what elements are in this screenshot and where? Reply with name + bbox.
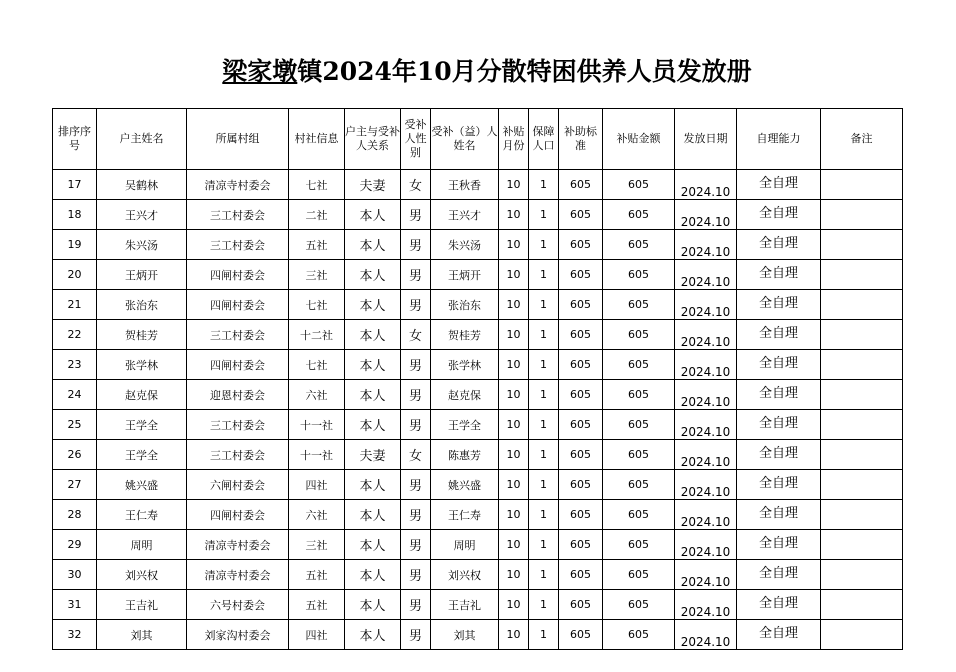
cell-date: 2024.10 (675, 260, 737, 290)
cell-people: 1 (529, 170, 559, 200)
cell-village: 迎恩村委会 (187, 380, 289, 410)
cell-ability: 全自理 (737, 530, 821, 560)
table-row (53, 260, 903, 290)
cell-month: 10 (499, 560, 529, 590)
cell-amount: 605 (603, 530, 675, 560)
cell-sex: 男 (401, 410, 431, 440)
cell-standard: 605 (559, 620, 603, 650)
cell-remark (821, 260, 903, 290)
cell-people: 1 (529, 470, 559, 500)
cell-date: 2024.10 (675, 410, 737, 440)
cell-relation: 本人 (345, 470, 401, 500)
cell-ability: 全自理 (737, 500, 821, 530)
cell-people: 1 (529, 500, 559, 530)
cell-standard: 605 (559, 560, 603, 590)
title-town: 梁家墩 (222, 57, 298, 86)
cell-amount: 605 (603, 470, 675, 500)
cell-sex: 男 (401, 590, 431, 620)
cell-head-name: 王学全 (97, 410, 187, 440)
cell-group: 三社 (289, 530, 345, 560)
header-standard: 补助标准 (559, 109, 603, 170)
cell-recipient: 贺桂芳 (431, 320, 499, 350)
distribution-table (52, 108, 903, 650)
cell-recipient: 王仁寿 (431, 500, 499, 530)
cell-people: 1 (529, 440, 559, 470)
header-ability: 自理能力 (737, 109, 821, 170)
cell-sex: 女 (401, 170, 431, 200)
cell-relation: 本人 (345, 500, 401, 530)
cell-standard: 605 (559, 260, 603, 290)
cell-seq: 23 (53, 350, 97, 380)
table-row (53, 230, 903, 260)
cell-sex: 男 (401, 380, 431, 410)
cell-people: 1 (529, 620, 559, 650)
cell-relation: 本人 (345, 200, 401, 230)
cell-village: 四闸村委会 (187, 500, 289, 530)
cell-recipient: 王炳开 (431, 260, 499, 290)
cell-relation: 本人 (345, 590, 401, 620)
table-row (53, 500, 903, 530)
cell-recipient: 周明 (431, 530, 499, 560)
cell-relation: 夫妻 (345, 440, 401, 470)
cell-month: 10 (499, 170, 529, 200)
cell-people: 1 (529, 380, 559, 410)
cell-head-name: 吴鹤林 (97, 170, 187, 200)
document-title (0, 52, 956, 88)
cell-relation: 本人 (345, 230, 401, 260)
cell-ability: 全自理 (737, 560, 821, 590)
cell-standard: 605 (559, 380, 603, 410)
cell-sex: 男 (401, 260, 431, 290)
header-date: 发放日期 (675, 109, 737, 170)
cell-remark (821, 290, 903, 320)
cell-village: 四闸村委会 (187, 350, 289, 380)
title-rest: 镇2024年10月分散特困供养人员发放册 (297, 57, 752, 86)
cell-recipient: 陈惠芳 (431, 440, 499, 470)
cell-recipient: 王兴才 (431, 200, 499, 230)
cell-sex: 男 (401, 200, 431, 230)
cell-date: 2024.10 (675, 590, 737, 620)
cell-standard: 605 (559, 590, 603, 620)
cell-date: 2024.10 (675, 290, 737, 320)
cell-village: 三工村委会 (187, 440, 289, 470)
cell-head-name: 王兴才 (97, 200, 187, 230)
cell-remark (821, 530, 903, 560)
cell-month: 10 (499, 470, 529, 500)
cell-village: 清凉寺村委会 (187, 170, 289, 200)
cell-date: 2024.10 (675, 440, 737, 470)
table-row (53, 170, 903, 200)
cell-amount: 605 (603, 350, 675, 380)
cell-seq: 26 (53, 440, 97, 470)
cell-seq: 20 (53, 260, 97, 290)
cell-village: 六闸村委会 (187, 470, 289, 500)
cell-month: 10 (499, 440, 529, 470)
cell-standard: 605 (559, 410, 603, 440)
cell-month: 10 (499, 350, 529, 380)
cell-head-name: 王吉礼 (97, 590, 187, 620)
cell-people: 1 (529, 560, 559, 590)
cell-amount: 605 (603, 500, 675, 530)
cell-group: 六社 (289, 380, 345, 410)
cell-standard: 605 (559, 290, 603, 320)
cell-remark (821, 500, 903, 530)
cell-standard: 605 (559, 200, 603, 230)
cell-recipient: 张治东 (431, 290, 499, 320)
cell-relation: 本人 (345, 410, 401, 440)
cell-people: 1 (529, 200, 559, 230)
cell-head-name: 王学全 (97, 440, 187, 470)
table-row (53, 440, 903, 470)
cell-people: 1 (529, 350, 559, 380)
cell-recipient: 王学全 (431, 410, 499, 440)
cell-amount: 605 (603, 590, 675, 620)
cell-remark (821, 470, 903, 500)
cell-group: 十一社 (289, 410, 345, 440)
cell-amount: 605 (603, 410, 675, 440)
cell-recipient: 姚兴盛 (431, 470, 499, 500)
cell-remark (821, 380, 903, 410)
cell-remark (821, 560, 903, 590)
cell-people: 1 (529, 590, 559, 620)
cell-amount: 605 (603, 170, 675, 200)
cell-seq: 22 (53, 320, 97, 350)
cell-ability: 全自理 (737, 320, 821, 350)
cell-date: 2024.10 (675, 320, 737, 350)
cell-village: 三工村委会 (187, 200, 289, 230)
cell-head-name: 贺桂芳 (97, 320, 187, 350)
cell-standard: 605 (559, 530, 603, 560)
cell-head-name: 张治东 (97, 290, 187, 320)
cell-sex: 男 (401, 230, 431, 260)
cell-village: 三工村委会 (187, 230, 289, 260)
table-row (53, 380, 903, 410)
cell-relation: 本人 (345, 350, 401, 380)
cell-sex: 男 (401, 290, 431, 320)
cell-village: 清凉寺村委会 (187, 560, 289, 590)
table-body (53, 170, 903, 650)
table-row (53, 410, 903, 440)
cell-village: 三工村委会 (187, 410, 289, 440)
cell-recipient: 刘兴权 (431, 560, 499, 590)
cell-seq: 24 (53, 380, 97, 410)
cell-group: 五社 (289, 230, 345, 260)
cell-recipient: 王秋香 (431, 170, 499, 200)
table-row (53, 530, 903, 560)
cell-amount: 605 (603, 380, 675, 410)
cell-seq: 29 (53, 530, 97, 560)
cell-relation: 本人 (345, 620, 401, 650)
cell-remark (821, 440, 903, 470)
cell-amount: 605 (603, 440, 675, 470)
cell-recipient: 朱兴汤 (431, 230, 499, 260)
table-row (53, 290, 903, 320)
cell-group: 七社 (289, 170, 345, 200)
table-row (53, 620, 903, 650)
cell-amount: 605 (603, 560, 675, 590)
cell-month: 10 (499, 500, 529, 530)
cell-group: 十一社 (289, 440, 345, 470)
cell-sex: 男 (401, 470, 431, 500)
cell-group: 四社 (289, 620, 345, 650)
cell-recipient: 赵克保 (431, 380, 499, 410)
cell-seq: 30 (53, 560, 97, 590)
cell-amount: 605 (603, 620, 675, 650)
cell-relation: 本人 (345, 560, 401, 590)
cell-date: 2024.10 (675, 470, 737, 500)
cell-group: 六社 (289, 500, 345, 530)
cell-seq: 17 (53, 170, 97, 200)
cell-people: 1 (529, 410, 559, 440)
cell-standard: 605 (559, 170, 603, 200)
cell-remark (821, 320, 903, 350)
cell-seq: 31 (53, 590, 97, 620)
cell-relation: 本人 (345, 320, 401, 350)
cell-recipient: 刘其 (431, 620, 499, 650)
cell-village: 三工村委会 (187, 320, 289, 350)
cell-group: 三社 (289, 260, 345, 290)
cell-amount: 605 (603, 320, 675, 350)
cell-date: 2024.10 (675, 230, 737, 260)
cell-remark (821, 230, 903, 260)
cell-date: 2024.10 (675, 530, 737, 560)
cell-relation: 本人 (345, 290, 401, 320)
cell-sex: 男 (401, 620, 431, 650)
cell-group: 十二社 (289, 320, 345, 350)
cell-head-name: 王仁寿 (97, 500, 187, 530)
cell-amount: 605 (603, 200, 675, 230)
table-row (53, 200, 903, 230)
cell-month: 10 (499, 200, 529, 230)
cell-amount: 605 (603, 230, 675, 260)
table-row (53, 590, 903, 620)
cell-group: 五社 (289, 590, 345, 620)
cell-head-name: 朱兴汤 (97, 230, 187, 260)
cell-ability: 全自理 (737, 230, 821, 260)
header-village: 所属村组 (187, 109, 289, 170)
cell-sex: 男 (401, 350, 431, 380)
cell-sex: 男 (401, 530, 431, 560)
cell-recipient: 王吉礼 (431, 590, 499, 620)
cell-ability: 全自理 (737, 260, 821, 290)
table-row (53, 470, 903, 500)
cell-ability: 全自理 (737, 470, 821, 500)
cell-month: 10 (499, 290, 529, 320)
cell-month: 10 (499, 380, 529, 410)
header-people: 保障人口 (529, 109, 559, 170)
cell-seq: 18 (53, 200, 97, 230)
cell-group: 五社 (289, 560, 345, 590)
header-head-name: 户主姓名 (97, 109, 187, 170)
cell-date: 2024.10 (675, 350, 737, 380)
cell-relation: 本人 (345, 530, 401, 560)
cell-standard: 605 (559, 320, 603, 350)
cell-village: 清凉寺村委会 (187, 530, 289, 560)
cell-sex: 男 (401, 500, 431, 530)
cell-date: 2024.10 (675, 560, 737, 590)
cell-head-name: 王炳开 (97, 260, 187, 290)
cell-village: 四闸村委会 (187, 290, 289, 320)
cell-standard: 605 (559, 500, 603, 530)
cell-ability: 全自理 (737, 170, 821, 200)
cell-group: 四社 (289, 470, 345, 500)
cell-standard: 605 (559, 350, 603, 380)
cell-ability: 全自理 (737, 350, 821, 380)
cell-head-name: 周明 (97, 530, 187, 560)
cell-seq: 27 (53, 470, 97, 500)
cell-village: 四闸村委会 (187, 260, 289, 290)
header-sex: 受补人性别 (401, 109, 431, 170)
cell-people: 1 (529, 230, 559, 260)
header-month: 补贴月份 (499, 109, 529, 170)
cell-seq: 19 (53, 230, 97, 260)
cell-amount: 605 (603, 260, 675, 290)
cell-group: 七社 (289, 350, 345, 380)
cell-month: 10 (499, 320, 529, 350)
cell-ability: 全自理 (737, 380, 821, 410)
cell-date: 2024.10 (675, 500, 737, 530)
header-remark: 备注 (821, 109, 903, 170)
cell-ability: 全自理 (737, 620, 821, 650)
cell-seq: 25 (53, 410, 97, 440)
cell-remark (821, 410, 903, 440)
cell-ability: 全自理 (737, 440, 821, 470)
header-recipient: 受补（益）人姓名 (431, 109, 499, 170)
cell-month: 10 (499, 590, 529, 620)
cell-remark (821, 590, 903, 620)
cell-date: 2024.10 (675, 170, 737, 200)
cell-sex: 女 (401, 440, 431, 470)
cell-standard: 605 (559, 230, 603, 260)
header-row (53, 109, 903, 170)
header-seq: 排序序号 (53, 109, 97, 170)
cell-date: 2024.10 (675, 620, 737, 650)
cell-people: 1 (529, 530, 559, 560)
cell-group: 七社 (289, 290, 345, 320)
cell-ability: 全自理 (737, 410, 821, 440)
cell-relation: 本人 (345, 260, 401, 290)
cell-seq: 28 (53, 500, 97, 530)
cell-date: 2024.10 (675, 380, 737, 410)
header-relation: 户主与受补人关系 (345, 109, 401, 170)
table-row (53, 350, 903, 380)
cell-sex: 女 (401, 320, 431, 350)
cell-month: 10 (499, 230, 529, 260)
cell-recipient: 张学林 (431, 350, 499, 380)
cell-people: 1 (529, 260, 559, 290)
header-amount: 补贴金额 (603, 109, 675, 170)
cell-ability: 全自理 (737, 590, 821, 620)
cell-amount: 605 (603, 290, 675, 320)
cell-month: 10 (499, 530, 529, 560)
cell-seq: 32 (53, 620, 97, 650)
cell-village: 六号村委会 (187, 590, 289, 620)
cell-remark (821, 200, 903, 230)
header-group: 村社信息 (289, 109, 345, 170)
cell-head-name: 赵克保 (97, 380, 187, 410)
cell-relation: 夫妻 (345, 170, 401, 200)
cell-remark (821, 350, 903, 380)
cell-sex: 男 (401, 560, 431, 590)
cell-standard: 605 (559, 470, 603, 500)
cell-ability: 全自理 (737, 200, 821, 230)
cell-head-name: 刘其 (97, 620, 187, 650)
cell-people: 1 (529, 290, 559, 320)
cell-month: 10 (499, 410, 529, 440)
table-row (53, 320, 903, 350)
cell-remark (821, 620, 903, 650)
cell-month: 10 (499, 620, 529, 650)
cell-relation: 本人 (345, 380, 401, 410)
table-row (53, 560, 903, 590)
cell-seq: 21 (53, 290, 97, 320)
cell-village: 刘家沟村委会 (187, 620, 289, 650)
cell-standard: 605 (559, 440, 603, 470)
cell-remark (821, 170, 903, 200)
cell-group: 二社 (289, 200, 345, 230)
cell-month: 10 (499, 260, 529, 290)
cell-people: 1 (529, 320, 559, 350)
cell-date: 2024.10 (675, 200, 737, 230)
cell-head-name: 张学林 (97, 350, 187, 380)
cell-head-name: 刘兴权 (97, 560, 187, 590)
cell-ability: 全自理 (737, 290, 821, 320)
cell-head-name: 姚兴盛 (97, 470, 187, 500)
